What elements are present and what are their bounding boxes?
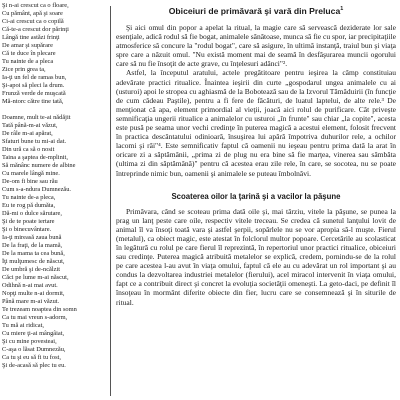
poem-line: Doamne, mult te-ai nădăjit — [2, 114, 71, 121]
poem-column — [2, 2, 106, 370]
poem-line: Odihnă n-ai mai avut. — [2, 282, 58, 289]
section-paragraph: Primăvara, când se scoteau prima dată oile şi, mai târziu, vitele la păşune, se punea la prag un lanţ peste care oile, respectiv vitele treceau. Se credea că sunetul lanţului lovit de animal îl va însoţi toată vara şi astfel şerpii, sopârlele nu se vor apropia să-l muşte. Fierul (metalul), ca obiect magic, este atestat în folclorul multor popoare. Cercetările au scolasticat în legătură cu rolul pe care fierul îl reprezintă, în repertoriul unor practici ritualice, obiceiuri sau credinţe. Puterea magică atribuită metalelor se explică, credem, pornindu-se de la rolul pe care acestea l-au avut în viaţa omului, faptul că ele au cu adevărat un rol important şi au condus la dezvoltarea industriei metalelor (fierului), acel miracol intervenit în viaţa omului, fapt ce a contribuit direct şi concret la evoluţia societăţii omeneşti. La geto-daci, pe definit îl însoţeau în mormânt diferite obiecte din fier, lucru care se consemnează şi în siturile de ritual. — [116, 206, 396, 307]
article-title — [116, 6, 396, 17]
poem-line: Sfaturi bune tu mi-ai dat. — [2, 138, 67, 145]
poem-line: Şi de te poate iertare — [2, 218, 55, 225]
poem-line: Şi-apoi să pleci la drum. — [2, 82, 65, 89]
article-paragraph: Astfel, la începutul aratului, actele pregătitoare pentru ieşirea la câmp constituiau adevărate practici ritualice. Înaintea ieşirii din curte „gospodarul ungea animalele cu ai (usturoi) apoi le stropea cu aghiasmă de la Bobotează sau de la Izvorul Tămăduirii (în funcţie de cum cădeau Paştile), pentru a fi fere de făcături, de luatul laptelui, de alte rele.³ De menţionat că apa, element primordial al vieţii, joacă aici rolul de purificare. Cât priveşte semnificaţia ungerii ritualice a animalelor cu usturoi „în frunte" sau chiar „la copite", acesta este pusă pe seama unor vechi credinţe în puterea magică a acestui element, folosit frecvent în practica descântatului odinioară, însuşirea lui apără împotriva duhurilor rele, a ochilor lacomi şi răi"⁴. Este semnificativ faptul că oamenii nu ieşeau pentru prima dată la arat în oricare zi a săptămânii, „prima zi de plug nu era bine să fie marţea, vinerea sau sâmbăta (ultima zi din săptămână)" pentru că acestea erau zile rele, în care, se socotea, nu se poate întreprinde nimic bun, oamenii şi animalele se puteau îmbolnăvi. — [116, 68, 396, 178]
poem-line: Ci-ai crescut ca o copilă — [2, 18, 64, 25]
poem-line: Ca tu şi eu să fi tu fost, — [2, 354, 61, 361]
poem-line: Tu nainte de-a pleca, — [2, 194, 56, 201]
poem-line: Că te duce în plecare — [2, 50, 56, 57]
poem-line: Mă-ntorc către tine tată, — [2, 98, 64, 105]
poem-line: Tu mă ai ridicat, — [2, 322, 45, 329]
poem-line: Şi o binecuvântare. — [2, 226, 52, 233]
poem-line: Îţi mulţumesc de născut, — [2, 258, 65, 265]
poem-line: Că-te-a crescut dor părinţi — [2, 26, 69, 33]
stanza-break — [2, 106, 106, 114]
poem-line: Să mănânc numere de albine — [2, 162, 76, 169]
poem-line: Cum s-a-ndura Dumnezău. — [2, 186, 72, 193]
poem-line: Căci pe lume m-ai născut, — [2, 274, 69, 281]
poem-line: Te trezeam noaptea din somn — [2, 306, 77, 313]
poem-line: De umbră şi de-ncălzit — [2, 266, 61, 273]
article-paragraph: Şi aici omul din popor a apelat la ritual, la magie care să servească deziderate lor sale esenţiale, adică rodul să fie bogat, animalele sănătoase, munca să fie cu spor, iar precipitaţiile atmosferice să concure la "rodul bogat", care să asigure, în ultimă instanţă, traiul bun şi viaţa spre care a năzuit omul. "Nu există moment mai de seamă în desfăşurarea muncii ogorului care să nu fie însoţit de acte grave, cu înţelesuri adânci"². — [116, 23, 396, 69]
poem-line: Din ură ca să o nosit — [2, 146, 55, 153]
poem-line: Lângă tine astăzi frinţi — [2, 34, 60, 41]
article-column — [116, 6, 396, 307]
poem-line: Eu te rog pă dumăta, — [2, 202, 56, 209]
article-title-footnote-ref: 1 — [340, 6, 344, 13]
poem-line: Ia-ţi mireasă zaua bună — [2, 234, 62, 241]
poem-line: Nopţi multe n-ai dormit, — [2, 290, 65, 297]
poem-line: Ca tu mai vreun s-adorm, — [2, 314, 68, 321]
poem-line: Ia-ţi un fel de ramas bun, — [2, 74, 67, 81]
poem-line: De la mama ta cea bună, — [2, 250, 65, 257]
poem-line: Şi cu mine povesteai, — [2, 338, 57, 345]
poem-line: Zice prin grea ta, — [2, 66, 46, 73]
poem-line: Până mare m-ai văzut. — [2, 298, 60, 305]
poem-line: Cu miere ţi-ai mângâiat, — [2, 330, 65, 337]
poem-line: Tu nainte de a pleca — [2, 58, 54, 65]
column-divider — [110, 6, 111, 396]
poem-line: Taina a şaptea de-mplinit, — [2, 154, 68, 161]
poem-line: De râle m-ai apărat, — [2, 130, 53, 137]
poem-line: De amar şi supărare — [2, 42, 53, 49]
poem-line: Tată până-m-ai văzut, — [2, 122, 58, 129]
poem-line: Dă-mi o dulce sărutare, — [2, 210, 62, 217]
poem-line: De-om fi bine sau rău — [2, 178, 58, 185]
poem-line: Cu marele lângă mine. — [2, 170, 60, 177]
section-title: Scoaterea oilor la ţarină şi a vacilor la păşune — [171, 191, 341, 201]
poem-line: Cu pământ, apă şi soare — [2, 10, 63, 17]
poem-line: Şi de-acasă să plec tu eu. — [2, 362, 66, 369]
poem-line: Frunză verde de muşcată — [2, 90, 66, 97]
poem-line: Şi n-ai crescut ca o floare, — [2, 2, 69, 9]
article-title-text: Obiceiuri de primăvară şi vară din Preluca — [168, 6, 341, 16]
poem-line: C-aşa o lăsat Dumnezău, — [2, 346, 66, 353]
poem-line: De la fraţi, de la mamă, — [2, 242, 63, 249]
